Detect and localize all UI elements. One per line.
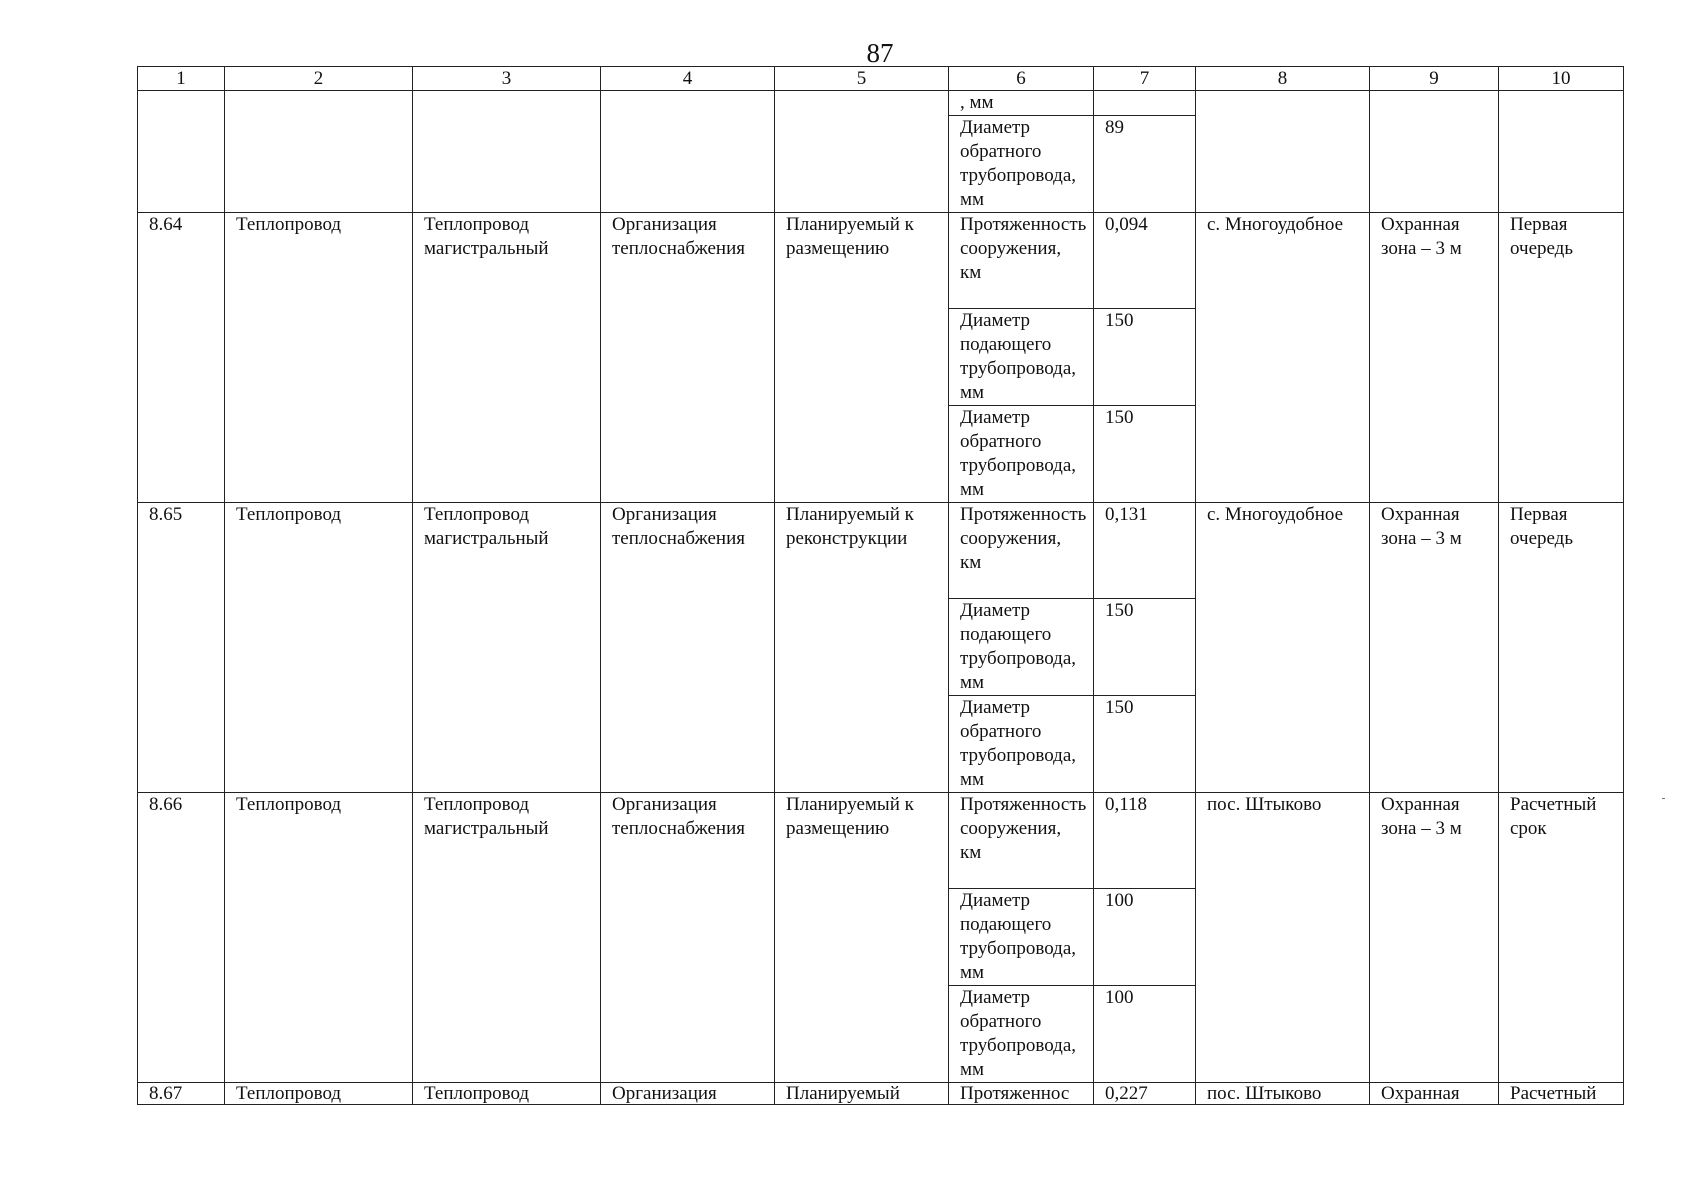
param-value: 0,131	[1094, 503, 1196, 599]
col-header: 6	[949, 67, 1094, 91]
column-number-row	[138, 67, 1624, 91]
object-purpose: Организация теплоснабжения	[601, 503, 775, 793]
param-value: 0,094	[1094, 213, 1196, 309]
object-purpose: Организация	[601, 1083, 775, 1105]
object-name: Теплопровод	[225, 793, 413, 1083]
object-location: с. Многоудобное	[1196, 503, 1370, 793]
col-header: 5	[775, 67, 949, 91]
param-label: Протяженнос	[949, 1083, 1094, 1105]
param-label: Диаметр подающего трубопровода, мм	[949, 599, 1094, 696]
col-header: 10	[1499, 67, 1624, 91]
object-status: Планируемый к реконструкции	[775, 503, 949, 793]
table-row	[138, 91, 1624, 116]
col-header: 2	[225, 67, 413, 91]
object-status: Планируемый к размещению	[775, 793, 949, 1083]
param-value: 100	[1094, 986, 1196, 1083]
scan-speck	[1662, 798, 1665, 799]
implementation-stage: Расчетный срок	[1499, 793, 1624, 1083]
param-value: 100	[1094, 889, 1196, 986]
param-label: Диаметр обратного трубопровода, мм	[949, 116, 1094, 213]
col-header: 1	[138, 67, 225, 91]
object-name: Теплопровод	[225, 213, 413, 503]
col-header: 3	[413, 67, 601, 91]
param-value: 0,118	[1094, 793, 1196, 889]
object-location: пос. Штыково	[1196, 1083, 1370, 1105]
param-label: Диаметр обратного трубопровода, мм	[949, 986, 1094, 1083]
param-value: 150	[1094, 696, 1196, 793]
param-label: Диаметр подающего трубопровода, мм	[949, 889, 1094, 986]
param-label: Протяженность сооружения, км	[949, 503, 1094, 599]
table-row	[138, 793, 1624, 889]
object-table	[137, 66, 1624, 1105]
param-value: 150	[1094, 406, 1196, 503]
object-location: с. Многоудобное	[1196, 213, 1370, 503]
protection-zone: Охранная	[1370, 1083, 1499, 1105]
object-purpose: Организация теплоснабжения	[601, 213, 775, 503]
object-type: Теплопровод магистральный	[413, 793, 601, 1083]
object-type: Теплопровод магистральный	[413, 213, 601, 503]
param-unit-tail: , мм	[949, 91, 1094, 116]
param-label: Протяженность сооружения, км	[949, 213, 1094, 309]
param-value: 0,227	[1094, 1083, 1196, 1105]
col-header: 7	[1094, 67, 1196, 91]
object-status: Планируемый	[775, 1083, 949, 1105]
object-purpose: Организация теплоснабжения	[601, 793, 775, 1083]
param-label: Диаметр обратного трубопровода, мм	[949, 696, 1094, 793]
col-header: 9	[1370, 67, 1499, 91]
object-type: Теплопровод	[413, 1083, 601, 1105]
object-type: Теплопровод магистральный	[413, 503, 601, 793]
param-value: 89	[1094, 116, 1196, 213]
param-value: 150	[1094, 309, 1196, 406]
param-label: Протяженность сооружения, км	[949, 793, 1094, 889]
param-value: 150	[1094, 599, 1196, 696]
object-name: Теплопровод	[225, 503, 413, 793]
object-name: Теплопровод	[225, 1083, 413, 1105]
col-header: 8	[1196, 67, 1370, 91]
table-row	[138, 503, 1624, 599]
row-number: 8.66	[138, 793, 225, 1083]
protection-zone: Охранная зона – 3 м	[1370, 503, 1499, 793]
object-location: пос. Штыково	[1196, 793, 1370, 1083]
protection-zone: Охранная зона – 3 м	[1370, 793, 1499, 1083]
table-row	[138, 1083, 1624, 1105]
param-label: Диаметр обратного трубопровода, мм	[949, 406, 1094, 503]
object-status: Планируемый к размещению	[775, 213, 949, 503]
param-label: Диаметр подающего трубопровода, мм	[949, 309, 1094, 406]
implementation-stage: Расчетный	[1499, 1083, 1624, 1105]
page-number: 87	[866, 38, 894, 68]
implementation-stage: Первая очередь	[1499, 213, 1624, 503]
row-number: 8.65	[138, 503, 225, 793]
col-header: 4	[601, 67, 775, 91]
row-number: 8.67	[138, 1083, 225, 1105]
row-number: 8.64	[138, 213, 225, 503]
table-row	[138, 213, 1624, 309]
implementation-stage: Первая очередь	[1499, 503, 1624, 793]
protection-zone: Охранная зона – 3 м	[1370, 213, 1499, 503]
